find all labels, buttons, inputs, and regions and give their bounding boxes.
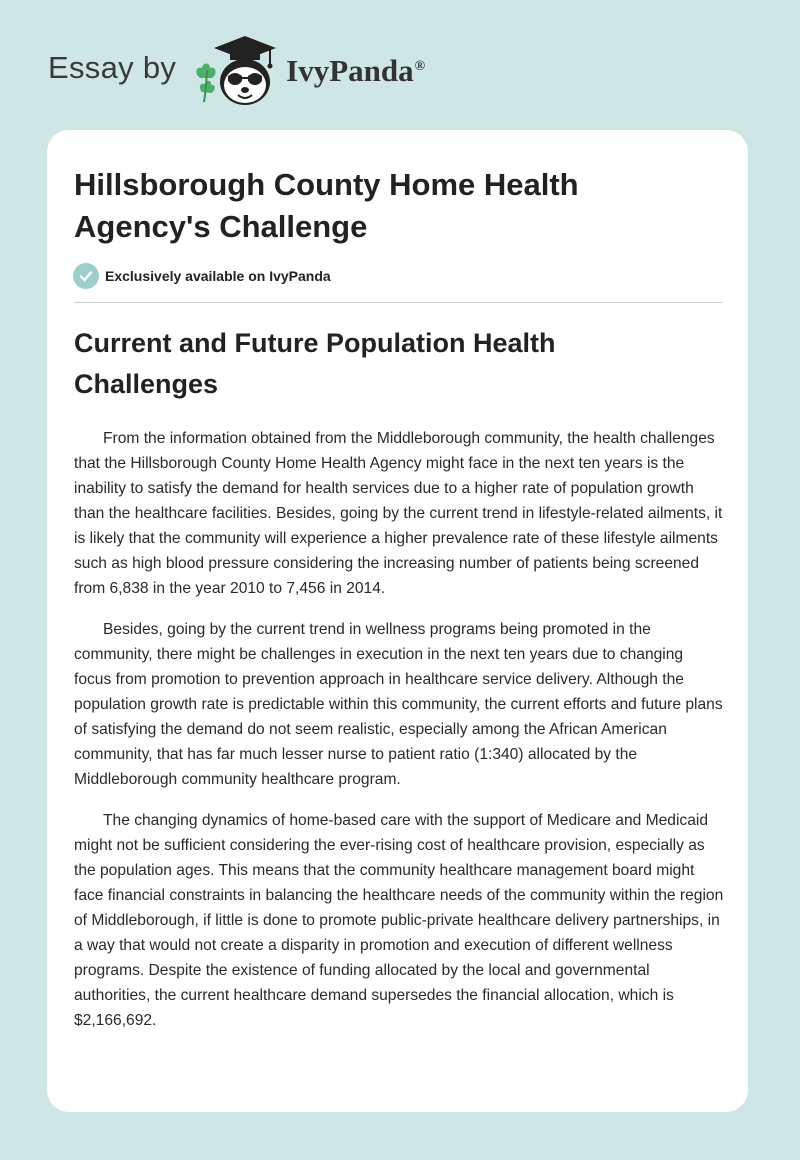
- section-heading: Current and Future Population Health Challenges: [74, 328, 556, 399]
- brand-prefix: Essay by: [48, 50, 177, 85]
- site-header: [48, 30, 425, 110]
- paragraph: From the information obtained from the Middleborough community, the health challenges that the Hillsborough County Home Health Agency might face in the next ten years is the inability to satisfy the demand for health services due to a higher rate of population growth than the healthcare facilities. Besides, going by the current trend in lifestyle-related ailments, it is likely that the community will experience a higher prevalence rate of these lifestyle ailments such as high blood pressure considering the increasing number of patients being screened from 6,838 in the year 2010 to 7,456 in 2014.: [74, 430, 723, 597]
- page-title: Hillsborough County Home Health Agency's Challenge: [74, 167, 579, 244]
- brand-name[interactable]: IvyPanda®: [286, 53, 426, 88]
- registered-mark: ®: [414, 58, 426, 74]
- panda-logo-icon[interactable]: [190, 30, 280, 110]
- article-card: [47, 130, 748, 1112]
- check-icon: [73, 263, 99, 289]
- divider: [74, 302, 722, 303]
- exclusive-badge-label: Exclusively available on IvyPanda: [105, 268, 331, 284]
- exclusive-badge: [73, 263, 331, 289]
- paragraph: The changing dynamics of home-based care with the support of Medicare and Medicaid might not be sufficient considering the ever-rising cost of healthcare provision, especially as the population ages. This means that the community healthcare management board might face financial constraints in balancing the healthcare needs of the community within the region of Middleborough, if little is done to promote public-private healthcare delivery partnerships, in a way that would not create a disparity in promotion and execution of different wellness programs. Despite the existence of funding allocated by the local and governmental authorities, the current healthcare demand supersedes the financial allocation, which is $2,166,692.: [74, 812, 724, 1029]
- article-body: [74, 426, 724, 1049]
- paragraph: Besides, going by the current trend in wellness programs being promoted in the community, there might be challenges in execution in the next ten years due to changing focus from promotion to prevention approach in healthcare service delivery. Although the population growth rate is predictable within this community, the current efforts and future plans of satisfying the demand do not seem realistic, especially among the African American community, that has far much lesser nurse to patient ratio (1:340) allocated by the Middleborough community healthcare program.: [74, 621, 723, 788]
